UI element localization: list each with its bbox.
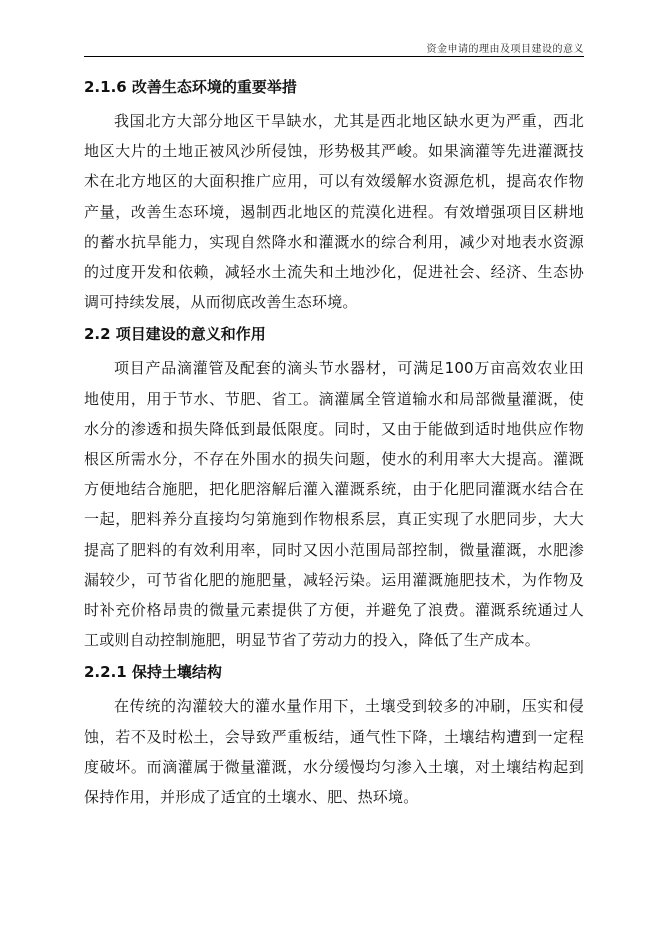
section-paragraph-2-2-1: 在传统的沟灌较大的灌水量作用下，土壤受到较多的冲刷，压实和侵蚀，若不及时松土，会导致严重板结，通气性下降，土壤结构遭到一定程度破坏。而滴灌属于微量灌溉，水分缓慢均匀渗入土壤，对土壤结构起到保持作用，并形成了适宜的土壤水、肥、热环境。 (84, 697, 584, 807)
document-body (84, 76, 584, 818)
running-header: 资金申请的理由及项目建设的意义 (426, 44, 584, 55)
section-heading-2-1-6: 2.1.6 改善生态环境的重要举措 (84, 78, 297, 96)
section-heading-2-2-1: 2.2.1 保持土壤结构 (84, 663, 222, 682)
section-heading-2-2: 2.2 项目建设的意义和作用 (84, 325, 266, 344)
section-paragraph-2-1-6: 我国北方大部分地区干旱缺水，尤其是西北地区缺水更为严重，西北地区大片的土地正被风沙所侵蚀，形势极其严峻。如果滴灌等先进灌溉技术在北方地区的大面积推广应用，可以有效缓解水资源危机，提高农作物产量，改善生态环境，遏制西北地区的荒漠化进程。有效增强项目区耕地的蓄水抗旱能力，实现自然降水和灌溉水的综合利用，减少对地表水资源的过度开发和依赖，减轻水土流失和土地沙化，促进社会、经济、生态协调可持续发展，从而彻底改善生态环境。 (84, 112, 584, 312)
header-divider (84, 56, 584, 57)
section-paragraph-2-2: 项目产品滴灌管及配套的滴头节水器材，可满足100万亩高效农业田地使用，用于节水、节肥、省工。滴灌属全管道输水和局部微量灌溉，使水分的渗透和损失降低到最低限度。同时，又由于能做到适时地供应作物根区所需水分，不存在外围水的损失问题，使水的利用率大大提高。灌溉方便地结合施肥，把化肥溶解后灌入灌溉系统，由于化肥同灌溉水结合在一起，肥料养分直接均匀第施到作物根系层，真正实现了水肥同步，大大提高了肥料的有效利用率，同时又因小范围局部控制，微量灌溉，水肥渗漏较少，可节省化肥的施肥量，减轻污染。运用灌溉施肥技术，为作物及时补充价格昂贵的微量元素提供了方便，并避免了浪费。灌溉系统通过人工或则自动控制施肥，明显节省了劳动力的投入，降低了生产成本。 (84, 359, 584, 650)
